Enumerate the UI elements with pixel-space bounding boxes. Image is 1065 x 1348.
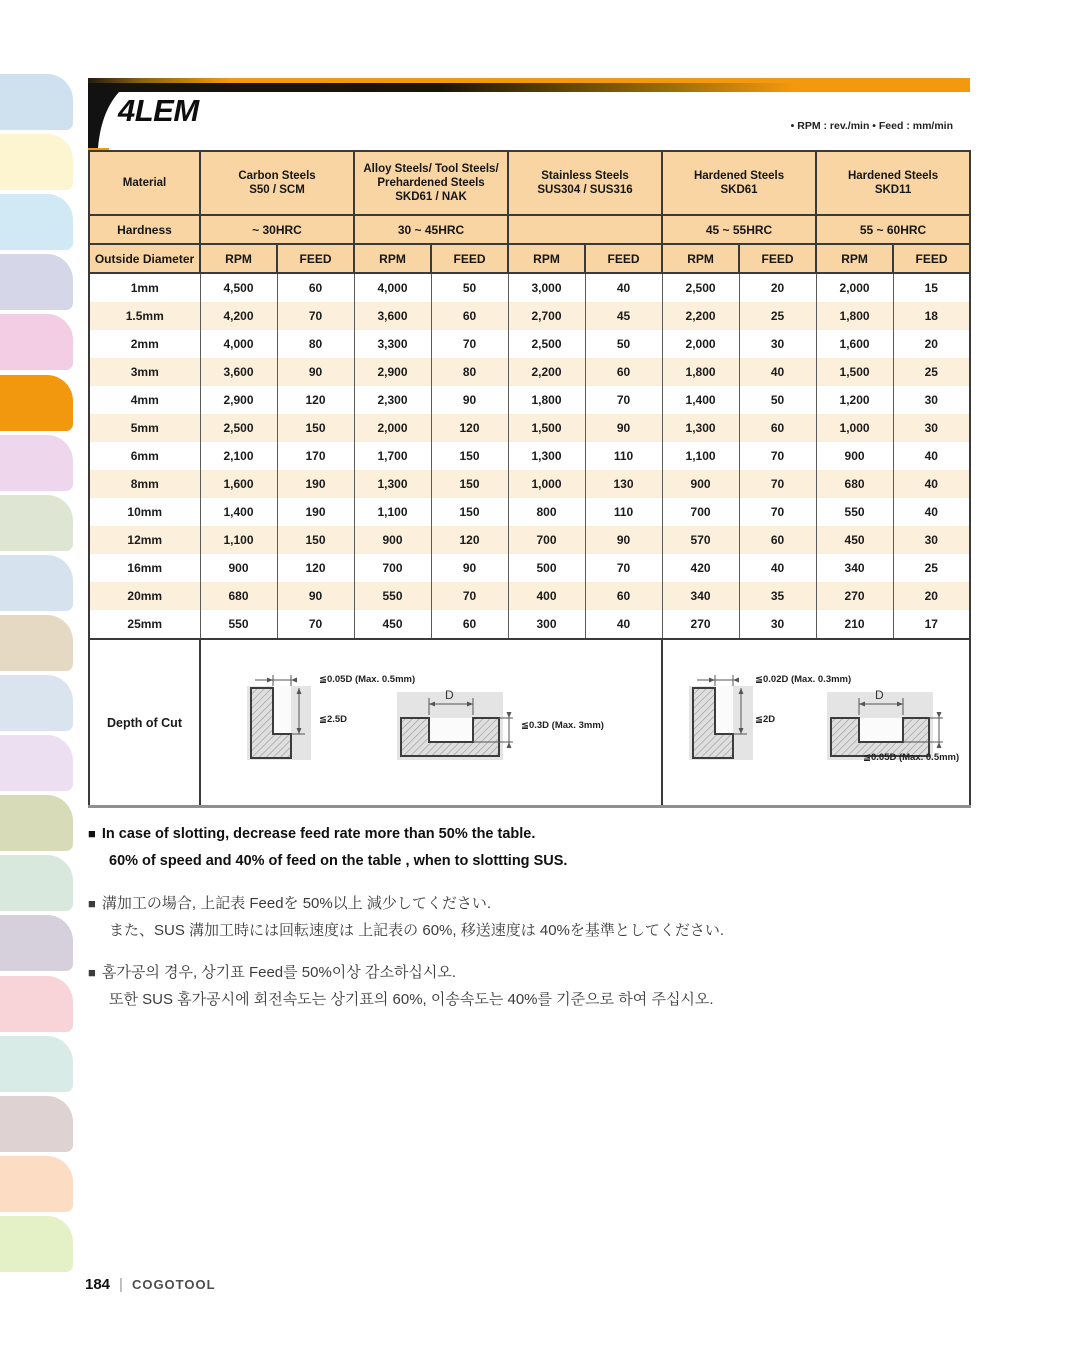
rpm-cell: 2,200 (508, 358, 585, 386)
feed-cell: 130 (585, 470, 662, 498)
hardness-stainless (508, 215, 662, 244)
rpm-cell: 900 (200, 554, 277, 582)
feed-cell: 30 (893, 414, 970, 442)
table-row (89, 414, 970, 442)
sidebar-tab (0, 555, 73, 611)
feed-cell: 40 (585, 273, 662, 302)
feed-cell: 40 (893, 442, 970, 470)
feed-cell: 70 (585, 554, 662, 582)
rpm-cell: 2,700 (508, 302, 585, 330)
diameter-cell: 16mm (89, 554, 200, 582)
hardness-carbon: ~ 30HRC (200, 215, 354, 244)
sidebar-tab (0, 1096, 73, 1152)
sidebar-tab (0, 675, 73, 731)
rpm-cell: 1,100 (662, 442, 739, 470)
feed-cell: 110 (585, 498, 662, 526)
rpm-cell: 450 (816, 526, 893, 554)
rpm-cell: 340 (662, 582, 739, 610)
feed-cell: 70 (739, 470, 816, 498)
feed-cell: 170 (277, 442, 354, 470)
rpm-cell: 1,500 (816, 358, 893, 386)
feed-header: FEED (431, 244, 508, 273)
material-stainless-steels: Stainless Steels SUS304 / SUS316 (508, 151, 662, 215)
cutting-conditions-table (88, 150, 971, 808)
diameter-cell: 8mm (89, 470, 200, 498)
rpm-cell: 2,900 (354, 358, 431, 386)
rpm-cell: 1,300 (662, 414, 739, 442)
feed-cell: 70 (277, 302, 354, 330)
feed-cell: 20 (893, 582, 970, 610)
feed-cell: 20 (739, 273, 816, 302)
material-header-row (89, 151, 970, 215)
diameter-cell: 3mm (89, 358, 200, 386)
diameter-cell: 1mm (89, 273, 200, 302)
sidebar-tab (0, 435, 73, 491)
rpm-cell: 4,000 (354, 273, 431, 302)
rpm-cell: 2,300 (354, 386, 431, 414)
diameter-cell: 6mm (89, 442, 200, 470)
sidebar-tab (0, 615, 73, 671)
feed-cell: 30 (739, 330, 816, 358)
rpm-cell: 1,400 (200, 498, 277, 526)
feed-cell: 30 (893, 386, 970, 414)
feed-cell: 60 (431, 302, 508, 330)
rpm-cell: 4,000 (200, 330, 277, 358)
rpm-cell: 2,500 (662, 273, 739, 302)
feed-cell: 90 (431, 554, 508, 582)
feed-cell: 60 (739, 526, 816, 554)
rpm-cell: 900 (662, 470, 739, 498)
feed-cell: 50 (585, 330, 662, 358)
rpm-cell: 800 (508, 498, 585, 526)
feed-cell: 40 (585, 610, 662, 639)
rpm-cell: 1,600 (816, 330, 893, 358)
sidebar-tab (0, 74, 73, 130)
hardness-row (89, 215, 970, 244)
rpm-cell: 700 (354, 554, 431, 582)
feed-cell: 190 (277, 470, 354, 498)
feed-cell: 70 (431, 582, 508, 610)
note-korean: ■ 홈가공의 경우, 상기표 Feed를 50%이상 감소하십시오. 또한 SUS 홈가공시에 회전속도는 상기표의 60%, 이송속도는 40%를 기준으로 하여 주십시오. (88, 964, 714, 1008)
side-milling-diagram (245, 672, 315, 764)
feed-cell: 80 (431, 358, 508, 386)
sidebar-tab (0, 1216, 73, 1272)
hardness-row-label: Hardness (89, 215, 200, 244)
feed-cell: 60 (585, 358, 662, 386)
diameter-cell: 10mm (89, 498, 200, 526)
material-row-label: Material (89, 151, 200, 215)
rpm-cell: 1,700 (354, 442, 431, 470)
sidebar-tab (0, 976, 73, 1032)
feed-header: FEED (277, 244, 354, 273)
accent-bar-gradient (88, 83, 970, 92)
feed-cell: 60 (739, 414, 816, 442)
rpm-header: RPM (354, 244, 431, 273)
feed-cell: 50 (739, 386, 816, 414)
feed-cell: 60 (585, 582, 662, 610)
rpm-header: RPM (816, 244, 893, 273)
table-row (89, 526, 970, 554)
rpm-header: RPM (662, 244, 739, 273)
hardness-skd61: 45 ~ 55HRC (662, 215, 816, 244)
square-bullet-icon: ■ (88, 896, 96, 911)
feed-cell: 120 (277, 554, 354, 582)
depth-of-cut-row (89, 639, 970, 807)
table-row (89, 498, 970, 526)
rpm-cell: 900 (816, 442, 893, 470)
table-row (89, 442, 970, 470)
table-row (89, 554, 970, 582)
rpm-cell: 2,200 (662, 302, 739, 330)
hardness-alloy: 30 ~ 45HRC (354, 215, 508, 244)
rpm-header: RPM (200, 244, 277, 273)
feed-cell: 70 (431, 330, 508, 358)
feed-cell: 90 (277, 582, 354, 610)
feed-cell: 70 (739, 442, 816, 470)
feed-cell: 150 (277, 526, 354, 554)
feed-cell: 150 (431, 470, 508, 498)
notes-section (88, 820, 868, 1028)
feed-cell: 25 (893, 358, 970, 386)
feed-cell: 40 (893, 498, 970, 526)
slot-depth-limit-label: ≦0.3D (Max. 3mm) (521, 720, 604, 731)
rpm-cell: 210 (816, 610, 893, 639)
rpm-cell: 900 (354, 526, 431, 554)
header-accent-bar (88, 78, 970, 92)
rpm-cell: 700 (508, 526, 585, 554)
rpm-cell: 1,800 (816, 302, 893, 330)
column-header-row (89, 244, 970, 273)
rpm-cell: 300 (508, 610, 585, 639)
hardness-skd11: 55 ~ 60HRC (816, 215, 970, 244)
rpm-cell: 3,300 (354, 330, 431, 358)
diameter-cell: 20mm (89, 582, 200, 610)
rpm-cell: 550 (200, 610, 277, 639)
depth-of-cut-label: Depth of Cut (89, 639, 200, 807)
depth-diagrams-group1 (200, 639, 662, 807)
rpm-cell: 1,800 (508, 386, 585, 414)
rpm-cell: 570 (662, 526, 739, 554)
sidebar-tab (0, 735, 73, 791)
feed-header: FEED (585, 244, 662, 273)
feed-cell: 40 (739, 554, 816, 582)
rpm-cell: 1,100 (200, 526, 277, 554)
side-milling-diagram (687, 672, 757, 764)
rpm-cell: 680 (816, 470, 893, 498)
slot-width-label: D (875, 688, 884, 702)
feed-cell: 40 (893, 470, 970, 498)
page-number: 184 (85, 1276, 111, 1293)
rpm-cell: 340 (816, 554, 893, 582)
slot-milling-diagram (397, 684, 517, 762)
feed-header: FEED (893, 244, 970, 273)
product-logo (88, 92, 348, 156)
rpm-cell: 400 (508, 582, 585, 610)
rpm-cell: 1,100 (354, 498, 431, 526)
feed-cell: 120 (431, 526, 508, 554)
table-row (89, 273, 970, 302)
rpm-cell: 2,500 (200, 414, 277, 442)
feed-cell: 18 (893, 302, 970, 330)
feed-cell: 70 (739, 498, 816, 526)
table-row (89, 610, 970, 639)
feed-cell: 150 (431, 498, 508, 526)
rpm-cell: 1,200 (816, 386, 893, 414)
feed-header: FEED (739, 244, 816, 273)
rpm-cell: 270 (816, 582, 893, 610)
diameter-cell: 2mm (89, 330, 200, 358)
feed-cell: 50 (431, 273, 508, 302)
feed-cell: 120 (277, 386, 354, 414)
feed-cell: 120 (431, 414, 508, 442)
side-step-limit-label: ≦0.05D (Max. 0.5mm) (319, 674, 416, 685)
rpm-cell: 680 (200, 582, 277, 610)
feed-cell: 150 (431, 442, 508, 470)
rpm-cell: 500 (508, 554, 585, 582)
diameter-cell: 12mm (89, 526, 200, 554)
sidebar-tab (0, 855, 73, 911)
rpm-cell: 1,400 (662, 386, 739, 414)
brand-name: COGOTOOL (131, 1277, 216, 1292)
feed-cell: 30 (893, 526, 970, 554)
diameter-cell: 1.5mm (89, 302, 200, 330)
table-row (89, 330, 970, 358)
material-alloy-tool-steels: Alloy Steels/ Tool Steels/ Prehardened Steels SKD61 / NAK (354, 151, 508, 215)
rpm-cell: 3,000 (508, 273, 585, 302)
side-step-limit-label: ≦0.02D (Max. 0.3mm) (755, 674, 852, 685)
note-english: ■ In case of slotting, decrease feed rate more than 50% the table. 60% of speed and 40% of feed on the table , when to slottting SUS. (88, 826, 568, 869)
rpm-cell: 270 (662, 610, 739, 639)
feed-cell: 70 (585, 386, 662, 414)
rpm-cell: 700 (662, 498, 739, 526)
sidebar-tab (0, 314, 73, 370)
feed-cell: 20 (893, 330, 970, 358)
side-depth-limit-label: ≦2D (755, 714, 776, 725)
rpm-cell: 550 (816, 498, 893, 526)
rpm-cell: 4,500 (200, 273, 277, 302)
sidebar-tab (0, 194, 73, 250)
table-row (89, 386, 970, 414)
table-row (89, 470, 970, 498)
rpm-cell: 1,300 (354, 470, 431, 498)
table-row (89, 358, 970, 386)
feed-cell: 110 (585, 442, 662, 470)
feed-cell: 17 (893, 610, 970, 639)
feed-cell: 70 (277, 610, 354, 639)
feed-cell: 15 (893, 273, 970, 302)
feed-cell: 90 (585, 414, 662, 442)
feed-cell: 190 (277, 498, 354, 526)
feed-cell: 150 (277, 414, 354, 442)
rpm-cell: 1,000 (816, 414, 893, 442)
rpm-cell: 1,800 (662, 358, 739, 386)
material-hardened-skd11: Hardened Steels SKD11 (816, 151, 970, 215)
sidebar-tab (0, 495, 73, 551)
feed-cell: 90 (431, 386, 508, 414)
rpm-cell: 2,000 (662, 330, 739, 358)
rpm-cell: 2,500 (508, 330, 585, 358)
rpm-header: RPM (508, 244, 585, 273)
side-depth-limit-label: ≦2.5D (319, 714, 348, 725)
sidebar-tab-active (0, 375, 73, 431)
slot-depth-limit-label: ≦0.05D (Max. 0.5mm) (863, 752, 960, 763)
rpm-cell: 2,000 (816, 273, 893, 302)
outside-diameter-label: Outside Diameter (89, 244, 200, 273)
diameter-cell: 4mm (89, 386, 200, 414)
sidebar-tab (0, 1156, 73, 1212)
feed-cell: 60 (431, 610, 508, 639)
material-carbon-steels: Carbon Steels S50 / SCM (200, 151, 354, 215)
rpm-cell: 2,100 (200, 442, 277, 470)
slot-width-label: D (445, 688, 454, 702)
rpm-cell: 4,200 (200, 302, 277, 330)
rpm-cell: 1,300 (508, 442, 585, 470)
depth-diagrams-group2 (662, 639, 970, 807)
material-hardened-skd61: Hardened Steels SKD61 (662, 151, 816, 215)
rpm-cell: 450 (354, 610, 431, 639)
rpm-cell: 420 (662, 554, 739, 582)
sidebar-tab (0, 1036, 73, 1092)
feed-cell: 60 (277, 273, 354, 302)
feed-cell: 30 (739, 610, 816, 639)
feed-cell: 90 (585, 526, 662, 554)
diameter-cell: 25mm (89, 610, 200, 639)
page-title: 4LEM (118, 93, 199, 128)
page-footer (85, 1276, 216, 1293)
units-note: • RPM : rev./min • Feed : mm/min (790, 120, 953, 132)
sidebar-tab (0, 254, 73, 310)
table-row (89, 582, 970, 610)
feed-cell: 90 (277, 358, 354, 386)
table-row (89, 302, 970, 330)
feed-cell: 25 (893, 554, 970, 582)
feed-cell: 40 (739, 358, 816, 386)
rpm-cell: 3,600 (200, 358, 277, 386)
feed-cell: 45 (585, 302, 662, 330)
rpm-cell: 1,000 (508, 470, 585, 498)
rpm-cell: 550 (354, 582, 431, 610)
feed-cell: 25 (739, 302, 816, 330)
square-bullet-icon: ■ (88, 965, 96, 980)
feed-cell: 80 (277, 330, 354, 358)
rpm-cell: 1,500 (508, 414, 585, 442)
sidebar-tab (0, 915, 73, 971)
footer-separator: | (119, 1276, 123, 1293)
rpm-cell: 2,000 (354, 414, 431, 442)
slot-milling-diagram (827, 684, 947, 762)
rpm-cell: 3,600 (354, 302, 431, 330)
note-japanese: ■ 溝加工の場合, 上記表 Feedを 50%以上 減少してください. また、SUS 溝加工時には回転速度は 上記表の 60%, 移送速度は 40%を基準としてください. (88, 895, 725, 939)
sidebar-tab (0, 795, 73, 851)
rpm-cell: 2,900 (200, 386, 277, 414)
feed-cell: 35 (739, 582, 816, 610)
square-bullet-icon: ■ (88, 826, 96, 841)
rpm-cell: 1,600 (200, 470, 277, 498)
diameter-cell: 5mm (89, 414, 200, 442)
sidebar-tab (0, 134, 73, 190)
